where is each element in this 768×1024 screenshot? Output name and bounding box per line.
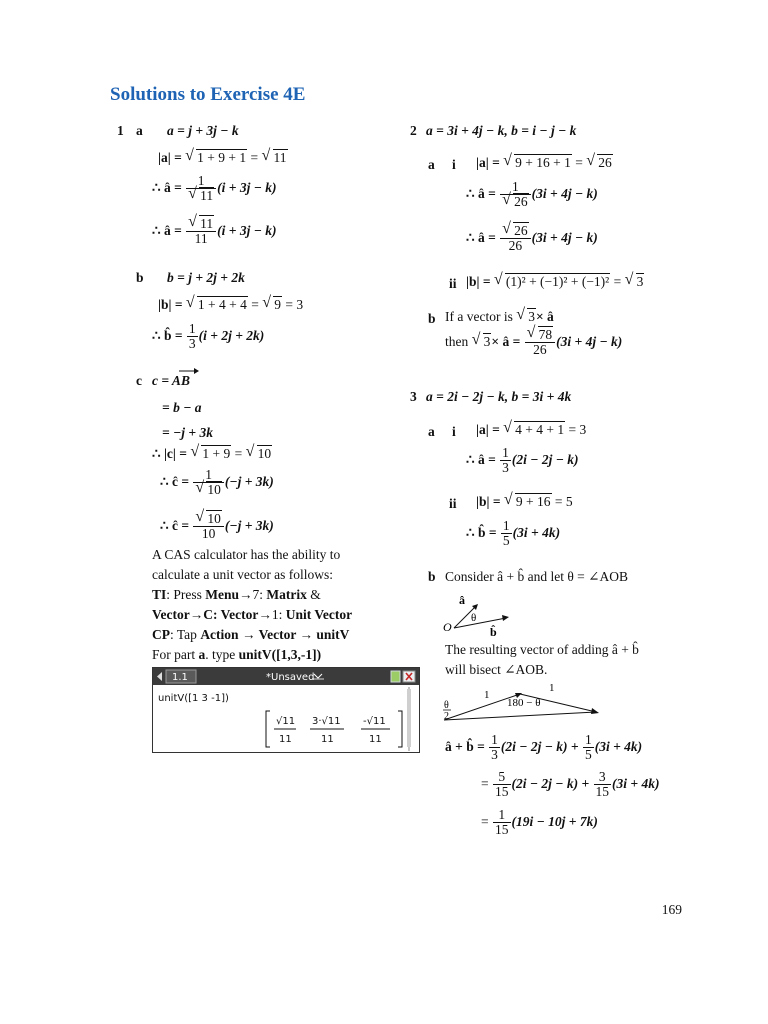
fraction: √ $\frac{11}{11}$ <box>186 217 216 246</box>
equation: ∴ â = 1 √ 26 (3i + 4j − k) <box>466 180 598 209</box>
text-line: Vector→C: Vector→1: Unit Vector <box>152 607 353 622</box>
question-number: 1 <box>117 123 124 138</box>
equation: ∴ b̂ = $\frac{1}{5}$ (3i + 4k) <box>466 518 561 549</box>
sqrt: √ 3 <box>517 309 536 325</box>
text-line: For part a. type unitV([1,3,-1]) <box>152 647 322 662</box>
tab-label: 1.1 <box>172 672 188 683</box>
equation: a = 2i − 2j − k, b = 3i + 4k <box>426 389 572 404</box>
subpart-label: ii <box>449 496 457 511</box>
sqrt: √ 10 <box>247 446 273 462</box>
equation: a = j + 3j − k <box>167 123 239 138</box>
sqrt: √ 11 <box>263 150 288 166</box>
fraction: $\frac{1}{3}$ <box>491 732 498 763</box>
equation: = $\frac{1}{15}$ (19i − 10j + 7k) <box>481 807 598 838</box>
sqrt: √ 1 + 4 + 4 <box>187 297 248 313</box>
text-line: then √ 3× â = √ $\frac{78}{26}$ (3i + 4j − k) <box>445 328 622 357</box>
equation: b = j + 2j + 2k <box>167 270 245 285</box>
matrix-entry: 11 <box>321 734 334 745</box>
part-label: a <box>136 123 143 138</box>
equation: ∴ â = √ $\frac{11}{11}$ (i + 3j − k) <box>152 217 277 246</box>
page-title: Solutions to Exercise 4E <box>110 84 306 105</box>
matrix-entry: √11 <box>276 716 296 727</box>
label-theta: θ <box>471 612 477 624</box>
fraction: √ $\frac{78}{26}$ <box>525 328 556 357</box>
sqrt: √ 4 + 4 + 1 <box>504 422 565 438</box>
equation: ∴ â = 1 √ 11 (i + 3j − k) <box>152 174 277 203</box>
part-label: b <box>136 270 144 285</box>
sqrt: √ 9 + 16 <box>505 494 552 510</box>
sqrt: √ 3 <box>626 274 645 290</box>
text-line: Consider â + b̂ and let θ = ∠AOB <box>445 569 628 584</box>
text-line: calculate a unit vector as follows: <box>152 567 334 582</box>
length-label: 1 <box>484 689 490 701</box>
arrowhead-icon <box>591 708 599 714</box>
document-title: *Unsaved <box>266 672 315 683</box>
matrix-entry: -√11 <box>363 716 386 727</box>
diagonal-line <box>444 712 596 720</box>
equation: |a| = √ 4 + 4 + 1 = 3 <box>476 422 586 438</box>
equation: ∴ ĉ = 1 √ 10 (−j + 3k) <box>160 468 274 497</box>
fraction: √ $\frac{26}{26}$ <box>500 224 531 253</box>
part-label: a <box>428 157 435 172</box>
equation: = −j + 3k <box>162 425 213 440</box>
label-origin: O <box>443 620 452 634</box>
vector-arrow-icon <box>178 366 200 376</box>
arrowhead-icon <box>502 615 509 621</box>
fraction: $\frac{1}{15}$ <box>495 807 509 838</box>
length-label: 1 <box>549 684 555 694</box>
text-line: will bisect ∠AOB. <box>445 662 548 677</box>
equation: |a| = √ 9 + 16 + 1 = √ 26 <box>476 155 613 171</box>
label-b-hat: b̂ <box>490 625 497 639</box>
fraction: $\frac{3}{15}$ <box>595 769 610 800</box>
fraction: 1 √ 11 <box>186 174 216 203</box>
question-number: 2 <box>410 123 417 138</box>
question-number: 3 <box>410 389 417 404</box>
part-label: b <box>428 311 436 326</box>
equation: ∴ â = $\frac{1}{3}$ (2i − 2j − k) <box>466 445 579 476</box>
scrollbar-thumb[interactable] <box>407 689 411 747</box>
equation: ∴ |c| = √ 1 + 9 = √ 10 <box>152 446 272 462</box>
fraction: $\frac{1}{3}$ <box>502 445 509 476</box>
part-label: b <box>428 569 436 584</box>
equation: |b| = √ (1)² + (−1)² + (−1)² = √ 3 <box>466 274 644 290</box>
equation: |b| = √ 9 + 16 = 5 <box>476 494 573 510</box>
sqrt: √ 1 + 9 + 1 <box>186 150 247 166</box>
battery-icon <box>391 671 400 682</box>
sqrt: √ 9 + 16 + 1 <box>504 155 572 171</box>
calc-input: unitV([1 3 -1]) <box>158 693 229 704</box>
subpart-label: i <box>452 424 456 439</box>
half-angle-den: 2 <box>444 711 449 722</box>
text-line: The resulting vector of adding â + b̂ <box>445 642 639 657</box>
equation: ∴ â = √ $\frac{26}{26}$ (3i + 4j − k) <box>466 224 598 253</box>
text-line: If a vector is √ 3× â <box>445 309 554 325</box>
sqrt: √ 9 <box>263 297 282 313</box>
equation: = b − a <box>162 400 202 415</box>
fraction: $\frac{1}{5}$ <box>584 732 592 763</box>
subpart-label: i <box>452 157 456 172</box>
equation: ∴ b̂ = $\frac{1}{3}$ (i + 2j + 2k) <box>152 321 265 352</box>
part-label: a <box>428 424 435 439</box>
equation: = $\frac{5}{15}$ (2i − 2j − k) + $\frac{3}{15}$ (3i + 4k) <box>481 769 660 800</box>
text-line: TI: Press Menu→7: Matrix & <box>152 587 321 602</box>
text-line: A CAS calculator has the ability to <box>152 547 341 562</box>
label-a-hat: â <box>459 594 465 607</box>
matrix-entry: 11 <box>279 734 292 745</box>
fraction: 1 √ 26 <box>500 180 531 209</box>
fraction: $\frac{1}{3}$ <box>188 321 196 352</box>
equation: |a| = √ 1 + 9 + 1 = √ 11 <box>158 150 288 166</box>
calculator-screenshot <box>152 667 420 753</box>
fraction: 1 √ 10 <box>193 468 224 497</box>
equation-lhs: |a| = <box>158 150 182 165</box>
equation: a = 3i + 4j − k, b = i − j − k <box>426 123 577 138</box>
page-number: 169 <box>661 902 682 917</box>
equation: c = AB <box>152 373 190 388</box>
fraction: $\frac{5}{15}$ <box>495 769 509 800</box>
parallelogram-diagram <box>440 684 610 732</box>
matrix-entry: 11 <box>369 734 382 745</box>
equation: â + b̂ = $\frac{1}{3}$ (2i − 2j − k) + $\frac{1}{5}$ (3i + 4k) <box>445 732 643 763</box>
sqrt: √ 26 <box>587 155 613 171</box>
sqrt: √ (1)² + (−1)² + (−1)² <box>495 274 610 290</box>
fraction: √ $\frac{10}{10}$ <box>193 512 224 541</box>
matrix-entry: 3·√11 <box>312 716 341 727</box>
sqrt: √ 1 + 9 <box>191 446 231 462</box>
equation: ∴ ĉ = √ $\frac{10}{10}$ (−j + 3k) <box>160 512 274 541</box>
subpart-label: ii <box>449 276 457 291</box>
equation: |b| = √ 1 + 4 + 4 = √ 9 = 3 <box>158 297 303 313</box>
half-angle-num: θ <box>444 700 449 711</box>
fraction: $\frac{1}{5}$ <box>502 518 510 549</box>
part-label: c <box>136 373 142 388</box>
sqrt: √ 3 <box>473 334 492 350</box>
angle-label: 180 − θ <box>507 697 541 709</box>
angle-diagram <box>440 594 520 640</box>
text-line: CP: Tap Action → Vector → unitV <box>152 627 350 642</box>
